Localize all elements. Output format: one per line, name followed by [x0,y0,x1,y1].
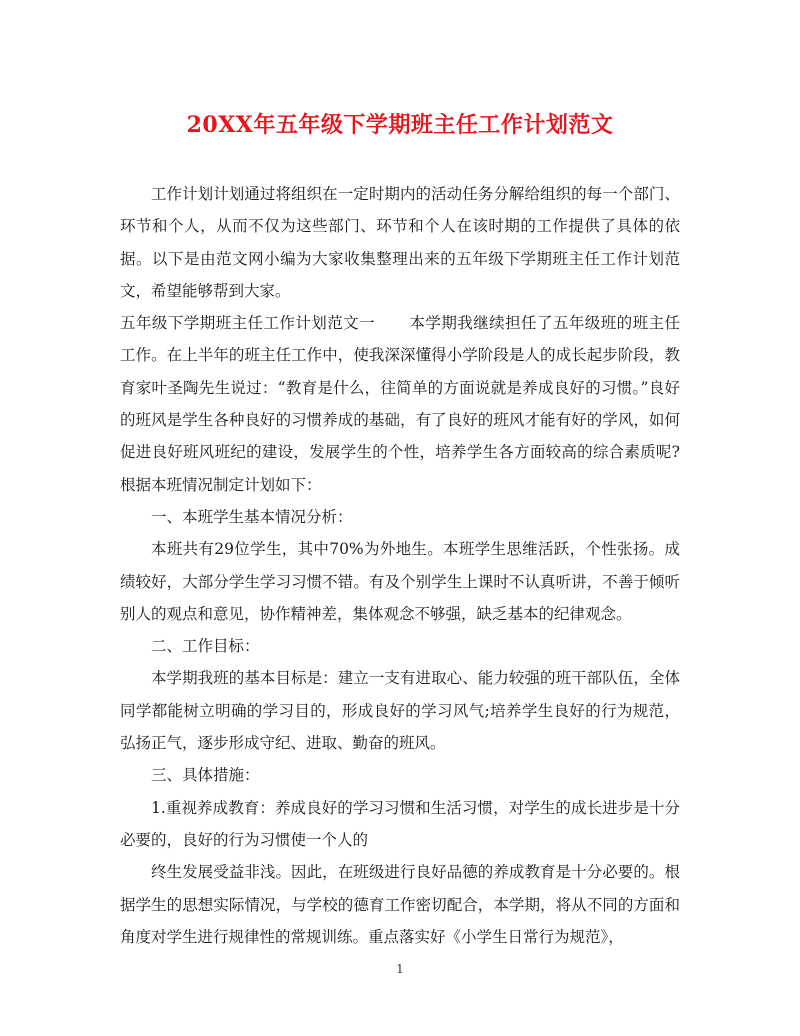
section-title: 五年级下学期班主任工作计划范文一 [120,314,376,333]
paragraph-3a: 1.重视养成教育：养成良好的学习习惯和生活习惯，对学生的成长进步是十分必要的，良好的行为习惯使一个人的 [120,798,680,849]
heading-3: 三、具体措施： [151,766,260,785]
paragraph-3b: 终生发展受益非浅。因此，在班级进行良好品德的养成教育是十分必要的。根据学生的思想实际情况，与学校的德育工作密切配合，本学期，将从不同的方面和角度对学生进行规律性的常规训练。重点落实好《小学生日常行为规范》， [120,863,680,946]
paragraph-1: 本班共有29位学生，其中70%为外地生。本班学生思维活跃，个性张扬。成绩较好，大部分学生学习习惯不错。有及个别学生上课时不认真听讲，不善于倾听别人的观点和意见，协作精神差，集体观念不够强，缺乏基本的纪律观念。 [120,540,680,623]
intro-paragraph: 工作计划计划通过将组织在一定时期内的活动任务分解给组织的每一个部门、环节和个人，从而不仅为这些部门、环节和个人在该时期的工作提供了具体的依据。以下是由范文网小编为大家收集整理出来的五年级下学期班主任工作计划范文，希望能够帮到大家。 [120,185,680,300]
heading-2: 二、工作目标： [151,637,260,656]
heading-1: 一、本班学生基本情况分析： [151,507,353,526]
document-body [120,178,680,953]
page-number: 1 [396,962,404,976]
plan-paragraph-text: 本学期我继续担任了五年级班的班主任工作。在上半年的班主任工作中，使我深深懂得小学阶段是人的成长起步阶段，教育家叶圣陶先生说过：“教育是什么，往简单的方面说就是养成良好的习惯。”良好的班风是学生各种良好的习惯养成的基础，有了良好的班风才能有好的学风，如何促进良好班风班纪的建设，发展学生的个性，培养学生各方面较高的综合素质呢?根据本班情况制定计划如下： [120,314,680,494]
plan-paragraph [120,307,680,501]
paragraph-2: 本学期我班的基本目标是：建立一支有进取心、能力较强的班干部队伍，全体同学都能树立明确的学习目的，形成良好的学习风气;培养学生良好的行为规范，弘扬正气，逐步形成守纪、进取、勤奋的班风。 [120,669,680,753]
document-title: 20XX年五年级下学期班主任工作计划范文 [186,112,614,138]
